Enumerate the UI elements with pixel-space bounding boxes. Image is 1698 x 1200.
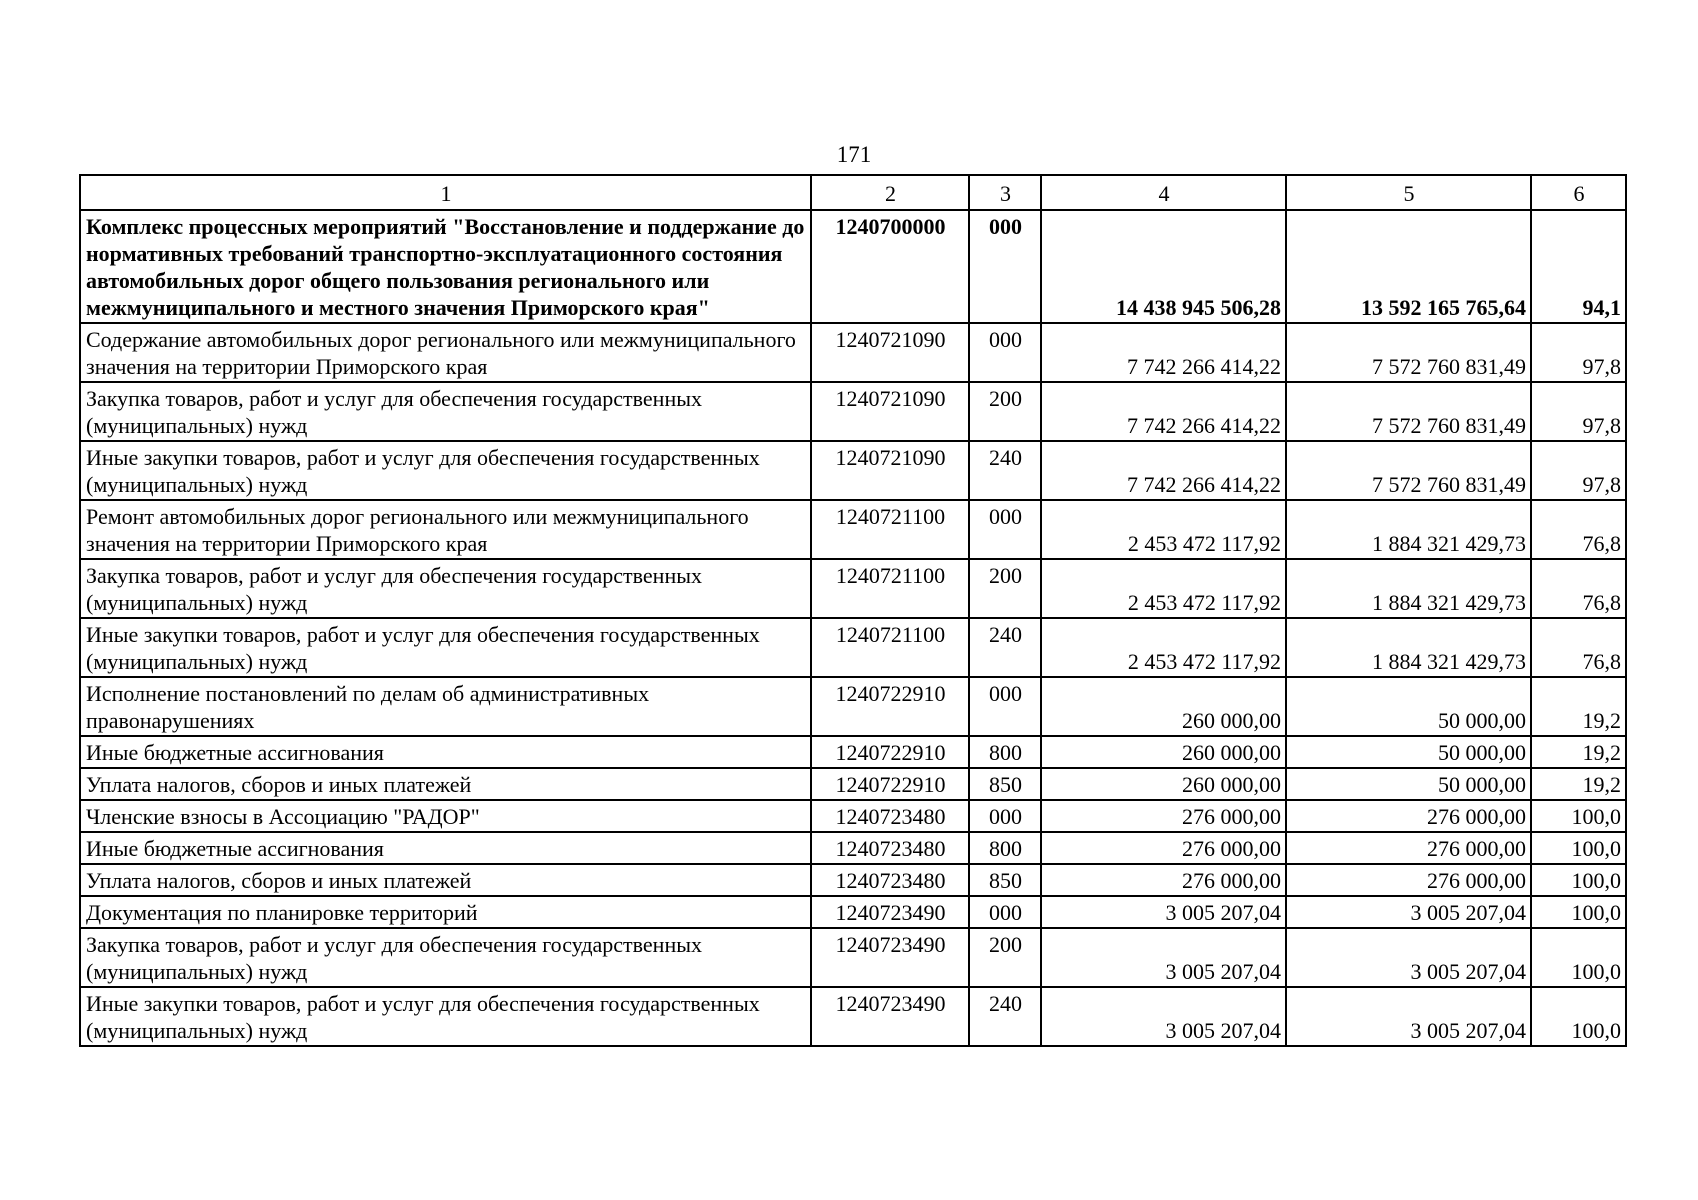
planned-amount-cell: 7 742 266 414,22 <box>1041 323 1286 382</box>
planned-amount-cell: 276 000,00 <box>1041 864 1286 896</box>
actual-amount-cell: 50 000,00 <box>1286 768 1531 800</box>
target-article-code-cell: 1240721090 <box>811 382 969 441</box>
actual-amount-cell: 1 884 321 429,73 <box>1286 618 1531 677</box>
expense-type-code-cell: 000 <box>969 896 1041 928</box>
actual-amount-cell: 276 000,00 <box>1286 864 1531 896</box>
target-article-code-cell: 1240723480 <box>811 832 969 864</box>
table-row <box>80 987 1626 1046</box>
target-article-code-cell: 1240723490 <box>811 987 969 1046</box>
planned-amount-cell: 276 000,00 <box>1041 800 1286 832</box>
expense-type-code-cell: 200 <box>969 928 1041 987</box>
table-row <box>80 736 1626 768</box>
expense-type-code-cell: 000 <box>969 323 1041 382</box>
actual-amount-cell: 7 572 760 831,49 <box>1286 323 1531 382</box>
planned-amount-cell: 7 742 266 414,22 <box>1041 382 1286 441</box>
table-row <box>80 800 1626 832</box>
actual-amount-cell: 7 572 760 831,49 <box>1286 382 1531 441</box>
table-row <box>80 441 1626 500</box>
item-name-cell: Содержание автомобильных дорог регионального или межмуниципального значения на территории Приморского края <box>80 323 811 382</box>
actual-amount-cell: 276 000,00 <box>1286 832 1531 864</box>
item-name-cell: Исполнение постановлений по делам об административных правонарушениях <box>80 677 811 736</box>
execution-percent-cell: 76,8 <box>1531 500 1626 559</box>
table-row <box>80 768 1626 800</box>
table-body <box>80 210 1626 1046</box>
item-name-cell: Иные закупки товаров, работ и услуг для обеспечения государственных (муниципальных) нужд <box>80 987 811 1046</box>
table-row <box>80 896 1626 928</box>
expense-type-code-cell: 800 <box>969 736 1041 768</box>
item-name-cell: Иные закупки товаров, работ и услуг для обеспечения государственных (муниципальных) нужд <box>80 618 811 677</box>
table-row <box>80 677 1626 736</box>
planned-amount-cell: 260 000,00 <box>1041 677 1286 736</box>
execution-percent-cell: 97,8 <box>1531 323 1626 382</box>
expense-type-code-cell: 000 <box>969 210 1041 323</box>
planned-amount-cell: 3 005 207,04 <box>1041 987 1286 1046</box>
table-row <box>80 323 1626 382</box>
page-number: 171 <box>836 142 872 167</box>
expense-type-code-cell: 000 <box>969 800 1041 832</box>
execution-percent-cell: 100,0 <box>1531 896 1626 928</box>
planned-amount-cell: 2 453 472 117,92 <box>1041 500 1286 559</box>
planned-amount-cell: 260 000,00 <box>1041 736 1286 768</box>
actual-amount-cell: 3 005 207,04 <box>1286 896 1531 928</box>
expense-type-code-cell: 240 <box>969 987 1041 1046</box>
target-article-code-cell: 1240721100 <box>811 559 969 618</box>
column-header: 2 <box>811 175 969 210</box>
execution-percent-cell: 19,2 <box>1531 677 1626 736</box>
actual-amount-cell: 276 000,00 <box>1286 800 1531 832</box>
item-name-cell: Членские взносы в Ассоциацию "РАДОР" <box>80 800 811 832</box>
target-article-code-cell: 1240721100 <box>811 618 969 677</box>
column-header: 6 <box>1531 175 1626 210</box>
item-name-cell: Иные бюджетные ассигнования <box>80 832 811 864</box>
execution-percent-cell: 94,1 <box>1531 210 1626 323</box>
actual-amount-cell: 13 592 165 765,64 <box>1286 210 1531 323</box>
planned-amount-cell: 7 742 266 414,22 <box>1041 441 1286 500</box>
execution-percent-cell: 19,2 <box>1531 736 1626 768</box>
item-name-cell: Иные закупки товаров, работ и услуг для обеспечения государственных (муниципальных) нужд <box>80 441 811 500</box>
table-row <box>80 559 1626 618</box>
item-name-cell: Иные бюджетные ассигнования <box>80 736 811 768</box>
expense-type-code-cell: 200 <box>969 382 1041 441</box>
target-article-code-cell: 1240721100 <box>811 500 969 559</box>
expense-type-code-cell: 200 <box>969 559 1041 618</box>
item-name-cell: Закупка товаров, работ и услуг для обеспечения государственных (муниципальных) нужд <box>80 382 811 441</box>
execution-percent-cell: 97,8 <box>1531 382 1626 441</box>
execution-percent-cell: 19,2 <box>1531 768 1626 800</box>
expense-type-code-cell: 240 <box>969 618 1041 677</box>
execution-percent-cell: 76,8 <box>1531 618 1626 677</box>
execution-percent-cell: 100,0 <box>1531 928 1626 987</box>
target-article-code-cell: 1240723480 <box>811 864 969 896</box>
column-header: 3 <box>969 175 1041 210</box>
budget-table <box>79 174 1627 1047</box>
item-name-cell: Закупка товаров, работ и услуг для обеспечения государственных (муниципальных) нужд <box>80 928 811 987</box>
actual-amount-cell: 3 005 207,04 <box>1286 928 1531 987</box>
table-row <box>80 500 1626 559</box>
actual-amount-cell: 1 884 321 429,73 <box>1286 559 1531 618</box>
table-row <box>80 864 1626 896</box>
column-header: 4 <box>1041 175 1286 210</box>
target-article-code-cell: 1240721090 <box>811 441 969 500</box>
expense-type-code-cell: 240 <box>969 441 1041 500</box>
execution-percent-cell: 97,8 <box>1531 441 1626 500</box>
table-row <box>80 382 1626 441</box>
execution-percent-cell: 100,0 <box>1531 800 1626 832</box>
column-header: 1 <box>80 175 811 210</box>
actual-amount-cell: 50 000,00 <box>1286 736 1531 768</box>
table-row <box>80 928 1626 987</box>
expense-type-code-cell: 850 <box>969 768 1041 800</box>
execution-percent-cell: 100,0 <box>1531 832 1626 864</box>
planned-amount-cell: 3 005 207,04 <box>1041 896 1286 928</box>
execution-percent-cell: 76,8 <box>1531 559 1626 618</box>
planned-amount-cell: 14 438 945 506,28 <box>1041 210 1286 323</box>
expense-type-code-cell: 000 <box>969 677 1041 736</box>
planned-amount-cell: 3 005 207,04 <box>1041 928 1286 987</box>
execution-percent-cell: 100,0 <box>1531 987 1626 1046</box>
item-name-cell: Уплата налогов, сборов и иных платежей <box>80 864 811 896</box>
target-article-code-cell: 1240723490 <box>811 928 969 987</box>
expense-type-code-cell: 800 <box>969 832 1041 864</box>
expense-type-code-cell: 000 <box>969 500 1041 559</box>
actual-amount-cell: 50 000,00 <box>1286 677 1531 736</box>
column-number-row <box>80 175 1626 210</box>
table-row <box>80 210 1626 323</box>
target-article-code-cell: 1240721090 <box>811 323 969 382</box>
column-header: 5 <box>1286 175 1531 210</box>
target-article-code-cell: 1240723490 <box>811 896 969 928</box>
item-name-cell: Документация по планировке территорий <box>80 896 811 928</box>
item-name-cell: Комплекс процессных мероприятий "Восстановление и поддержание до нормативных требований транспортно-эксплуатационного состояния автомобильных дорог общего пользования регионального или межмуниципального и местного значения Приморского края" <box>80 210 811 323</box>
expense-type-code-cell: 850 <box>969 864 1041 896</box>
execution-percent-cell: 100,0 <box>1531 864 1626 896</box>
item-name-cell: Закупка товаров, работ и услуг для обеспечения государственных (муниципальных) нужд <box>80 559 811 618</box>
planned-amount-cell: 2 453 472 117,92 <box>1041 618 1286 677</box>
planned-amount-cell: 260 000,00 <box>1041 768 1286 800</box>
target-article-code-cell: 1240700000 <box>811 210 969 323</box>
item-name-cell: Ремонт автомобильных дорог регионального или межмуниципального значения на территории Приморского края <box>80 500 811 559</box>
target-article-code-cell: 1240723480 <box>811 800 969 832</box>
table-row <box>80 618 1626 677</box>
actual-amount-cell: 7 572 760 831,49 <box>1286 441 1531 500</box>
item-name-cell: Уплата налогов, сборов и иных платежей <box>80 768 811 800</box>
target-article-code-cell: 1240722910 <box>811 677 969 736</box>
planned-amount-cell: 276 000,00 <box>1041 832 1286 864</box>
actual-amount-cell: 3 005 207,04 <box>1286 987 1531 1046</box>
target-article-code-cell: 1240722910 <box>811 768 969 800</box>
planned-amount-cell: 2 453 472 117,92 <box>1041 559 1286 618</box>
actual-amount-cell: 1 884 321 429,73 <box>1286 500 1531 559</box>
table-row <box>80 832 1626 864</box>
target-article-code-cell: 1240722910 <box>811 736 969 768</box>
